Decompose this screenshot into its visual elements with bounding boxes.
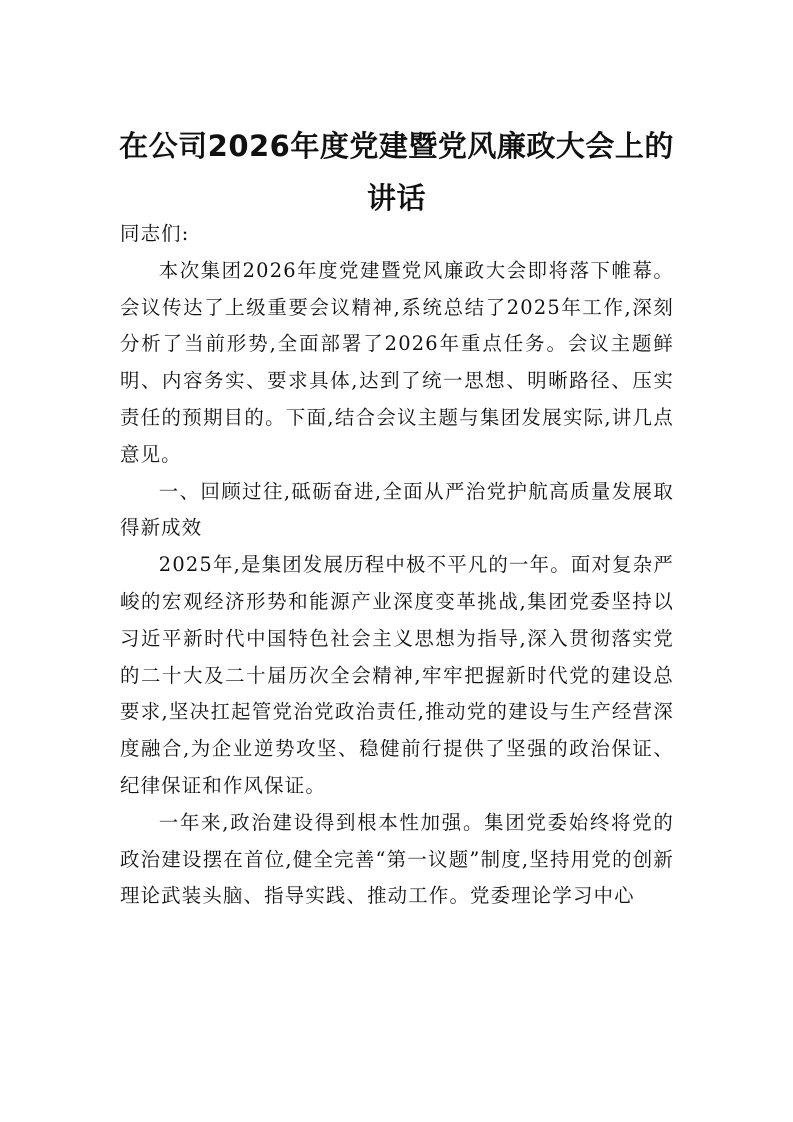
salutation: 同志们: <box>120 222 190 245</box>
document-title <box>100 120 693 224</box>
paragraph-political-building: 一年来,政治建设得到根本性加强。集团党委始终将党的政治建设摆在首位,健全完善“第一议题”制度,坚持用党的创新理论武装头脑、指导实践、推动工作。党委理论学习中心 <box>120 810 674 908</box>
paragraph-intro: 本次集团2026年度党建暨党风廉政大会即将落下帷幕。会议传达了上级重要会议精神,系统总结了2025年工作,深刻分析了当前形势,全面部署了2026年重点任务。会议主题鲜明、内容务实、要求具体,达到了统一思想、明晰路径、压实责任的预期目的。下面,结合会议主题与集团发展实际,讲几点意见。 <box>120 258 674 466</box>
title-line-2: 讲话 <box>366 181 426 215</box>
title-line-1: 在公司2026年度党建暨党风廉政大会上的 <box>119 129 674 163</box>
document-body <box>120 216 674 915</box>
paragraph-2025-review: 2025年,是集团发展历程中极不平凡的一年。面对复杂严峻的宏观经济形势和能源产业深度变革挑战,集团党委坚持以习近平新时代中国特色社会主义思想为指导,深入贯彻落实党的二十大及二十届历次全会精神,牢牢把握新时代党的建设总要求,坚决扛起管党治党政治责任,推动党的建设与生产经营深度融合,为企业逆势攻坚、稳健前行提供了坚强的政治保证、纪律保证和作风保证。 <box>120 553 674 797</box>
section-heading-1: 一、回顾过往,砥砺奋进,全面从严治党护航高质量发展取得新成效 <box>120 479 674 540</box>
